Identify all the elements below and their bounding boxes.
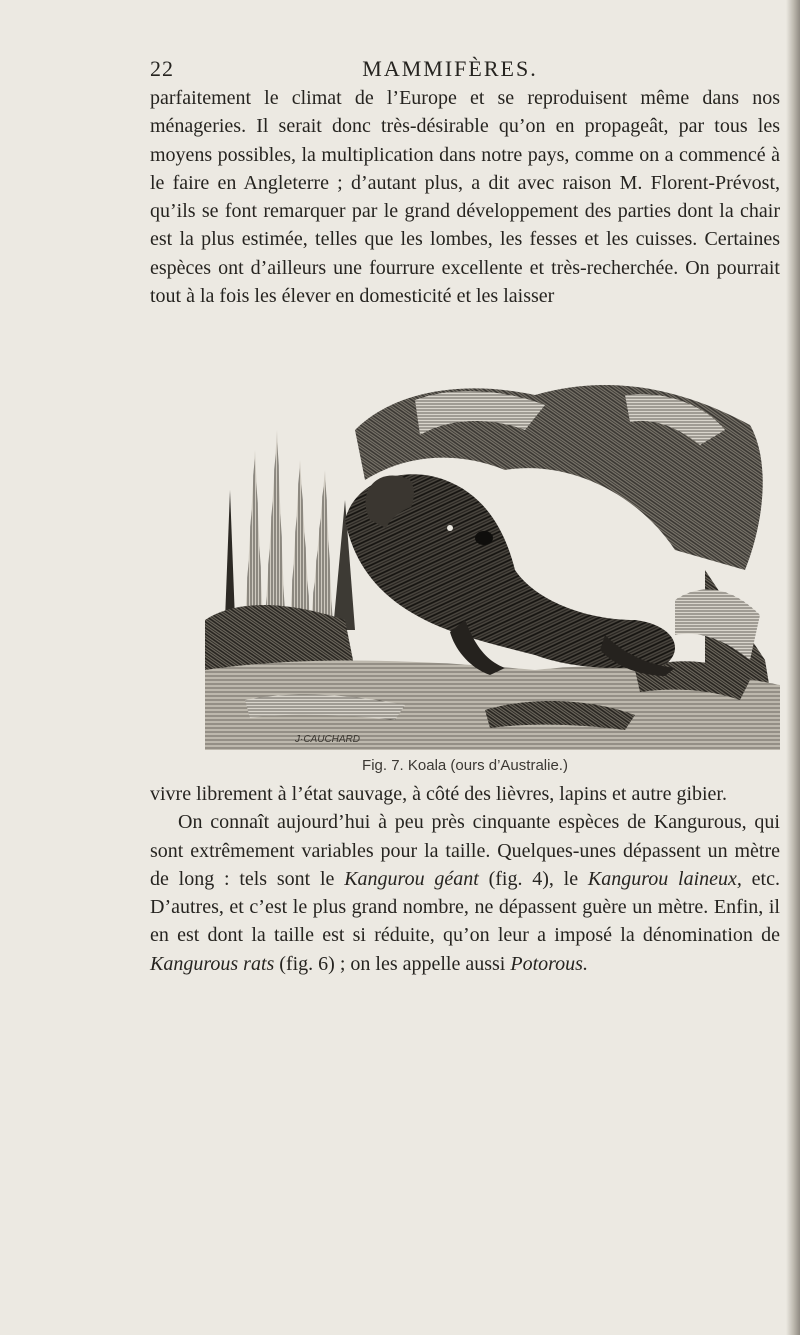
paragraph-continuation: parfaitement le climat de l’Europe et se reproduisent même dans nos ménageries. Il serait donc très-désirable qu’on en propageât, par tous les moyens possibles, la multiplication dans notre pays, comme on a commencé à le faire en Angleterre ; d’autant plus, a dit avec raison M. Florent-Prévost, qu’ils se font remarquer par le grand développement des parties dont la chair est la plus estimée, telles que les lombes, les fesses et les cuisses. Certaines espèces ont d’ailleurs une fourrure excellente et très-recherchée. On pourrait tout à la fois les élever en domesticité et les laisser	[150, 87, 780, 308]
paragraph-end: vivre librement à l’état sauvage, à côté des lièvres, lapins et autre gibier.	[150, 783, 727, 805]
paragraph-kangurous: On connaît aujourd’hui à peu près cinquante espèces de Kangurous, qui sont extrêmement variables pour la taille. Quelques-unes dépassent un mètre de long : tels sont le Kangurou géant (fig. 4), le Kangurou laineux, etc. D’autres, et c’est le plus grand nombre, ne dépassent guère un mètre. Enfin, il en est dont la taille est si réduite, qu’on leur a imposé la dénomination de Kangurous rats (fig. 6) ; on les appelle aussi Potorous.	[150, 811, 780, 975]
page-header	[150, 56, 750, 86]
body-text-bottom	[150, 780, 780, 978]
koala-illustration	[205, 370, 780, 750]
figure-caption: Fig. 7. Koala (ours d’Australie.)	[362, 757, 568, 774]
body-text-top	[150, 84, 780, 310]
page-edge-shadow	[786, 0, 800, 1335]
running-head: MAMMIFÈRES.	[362, 56, 538, 81]
artist-signature: J·CAUCHARD	[295, 734, 360, 745]
page-number: 22	[150, 56, 174, 81]
